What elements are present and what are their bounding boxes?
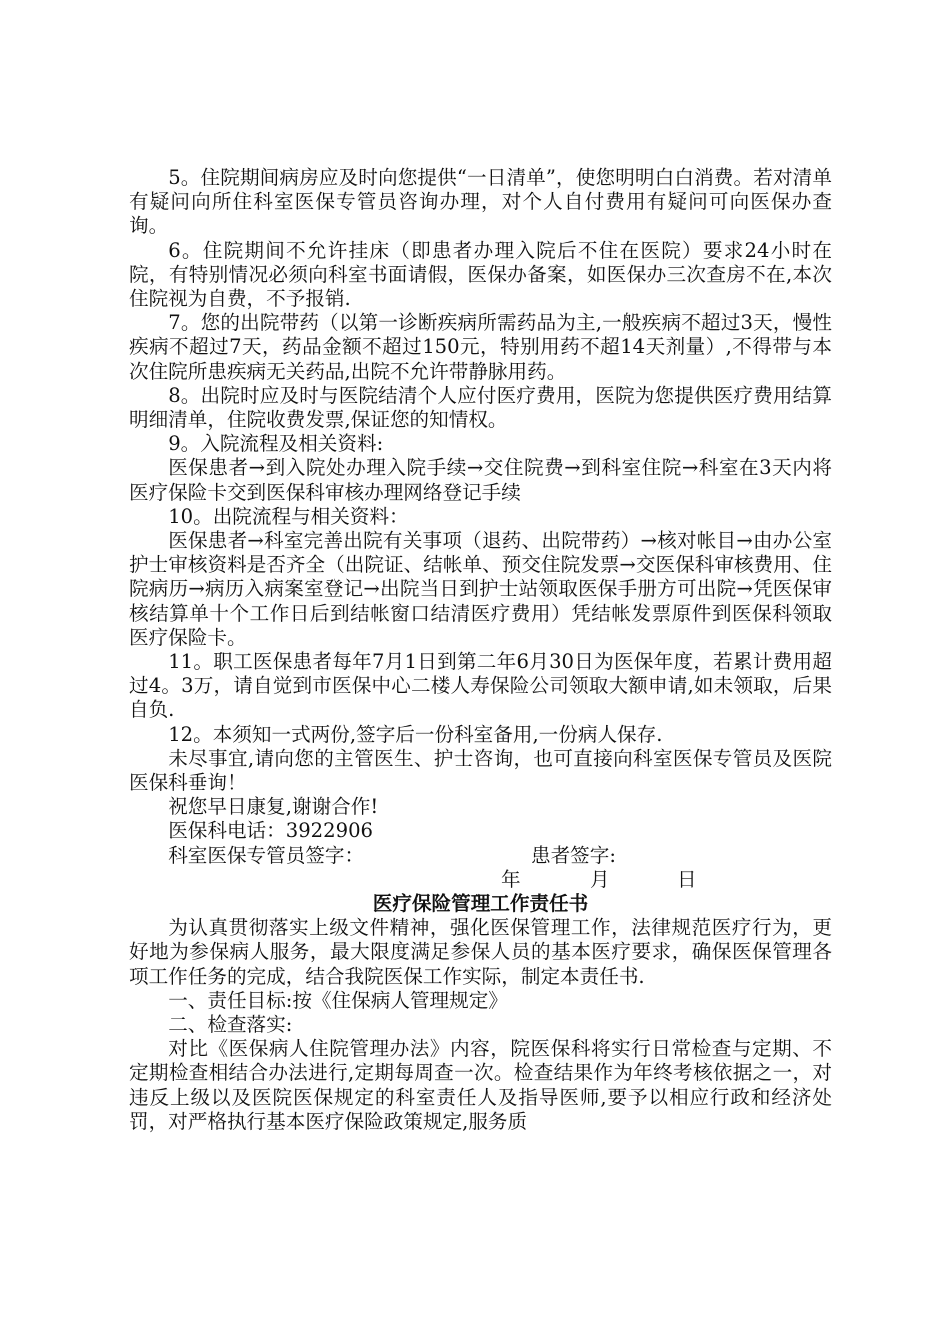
paragraph-item-6: 6。住院期间不允许挂床（即患者办理入院后不住在医院）要求24小时在院，有特别情况必须向科室书面请假，医保办备案，如医保办三次查房不在,本次住院视为自费，不予报销. bbox=[129, 238, 832, 311]
paragraph-wishes: 祝您早日康复,谢谢合作! bbox=[168, 795, 379, 819]
paragraph-intro: 为认真贯彻落实上级文件精神，强化医保管理工作，法律规范医疗行为，更好地为参保病人服务，最大限度满足参保人员的基本医疗要求，确保医保管理各项工作任务的完成，结合我院医保工作实际，制定本责任书. bbox=[129, 916, 832, 988]
date-month: 月 bbox=[590, 867, 610, 891]
paragraph-item-9-heading: 9。入院流程及相关资料: bbox=[168, 432, 384, 456]
date-day: 日 bbox=[677, 867, 697, 891]
paragraph-inspection-body: 对比《医保病人住院管理办法》内容，院医保科将实行日常检查与定期、不定期检查相结合办法进行,定期每周查一次。检查结果作为年终考核依据之一，对违反上级以及医院医保规定的科室责任人及指导医师,要予以相应行政和经济处罚，对严格执行基本医疗保险政策规定,服务质 bbox=[129, 1037, 832, 1133]
date-year: 年 bbox=[501, 867, 521, 891]
paragraph-item-11: 11。职工医保患者每年7月1日到第二年6月30日为医保年度，若累计费用超过4。3万，请自觉到市医保中心二楼人寿保险公司领取大额申请,如未领取，后果自负. bbox=[129, 650, 832, 722]
staff-signature-label: 科室医保专管员签字： bbox=[168, 843, 365, 867]
section-title: 医疗保险管理工作责任书 bbox=[372, 892, 589, 916]
paragraph-inquiry: 未尽事宜,请向您的主管医生、护士咨询，也可直接向科室医保专管员及医院医保科垂询！ bbox=[129, 746, 832, 795]
paragraph-item-7: 7。您的出院带药（以第一诊断疾病所需药品为主,一般疾病不超过3天，慢性疾病不超过7天，药品金额不超过150元，特别用药不超14天剂量）,不得带与本次住院所患疾病无关药品,出院不允许带静脉用药。 bbox=[129, 311, 832, 383]
date-line bbox=[129, 868, 832, 892]
paragraph-goal: 一、责任目标:按《住保病人管理规定》 bbox=[168, 988, 508, 1012]
paragraph-item-10-heading: 10。出院流程与相关资料： bbox=[168, 504, 409, 528]
signature-line bbox=[129, 844, 832, 868]
document-page bbox=[129, 166, 832, 1134]
paragraph-phone: 医保科电话：3922906 bbox=[168, 819, 374, 843]
paragraph-discharge-flow: 医保患者→科室完善出院有关事项（退药、出院带药）→核对帐目→由办公室护士审核资料是否齐全（出院证、结帐单、预交住院发票→交医保科审核费用、住院病历→病历入病案室登记→出院当日到护士站领取医保手册方可出院→凭医保审核结算单十个工作日后到结帐窗口结清医疗费用）凭结帐发票原件到医保科领取医疗保险卡。 bbox=[129, 529, 832, 649]
paragraph-inspection-heading: 二、检查落实: bbox=[168, 1013, 293, 1037]
paragraph-item-8: 8。出院时应及时与医院结清个人应付医疗费用，医院为您提供医疗费用结算明细清单，住院收费发票,保证您的知情权。 bbox=[129, 383, 832, 432]
patient-signature-label: 患者签字: bbox=[531, 843, 616, 867]
paragraph-admission-flow: 医保患者→到入院处办理入院手续→交住院费→到科室住院→科室在3天内将医疗保险卡交到医保科审核办理网络登记手续 bbox=[129, 456, 832, 504]
paragraph-item-5: 5。住院期间病房应及时向您提供“一日清单”，使您明明白白消费。若对清单有疑问向所住科室医保专管员咨询办理，对个人自付费用有疑问可向医保办查询。 bbox=[129, 166, 832, 238]
paragraph-item-12: 12。本须知一式两份,签字后一份科室备用,一份病人保存. bbox=[168, 722, 663, 746]
